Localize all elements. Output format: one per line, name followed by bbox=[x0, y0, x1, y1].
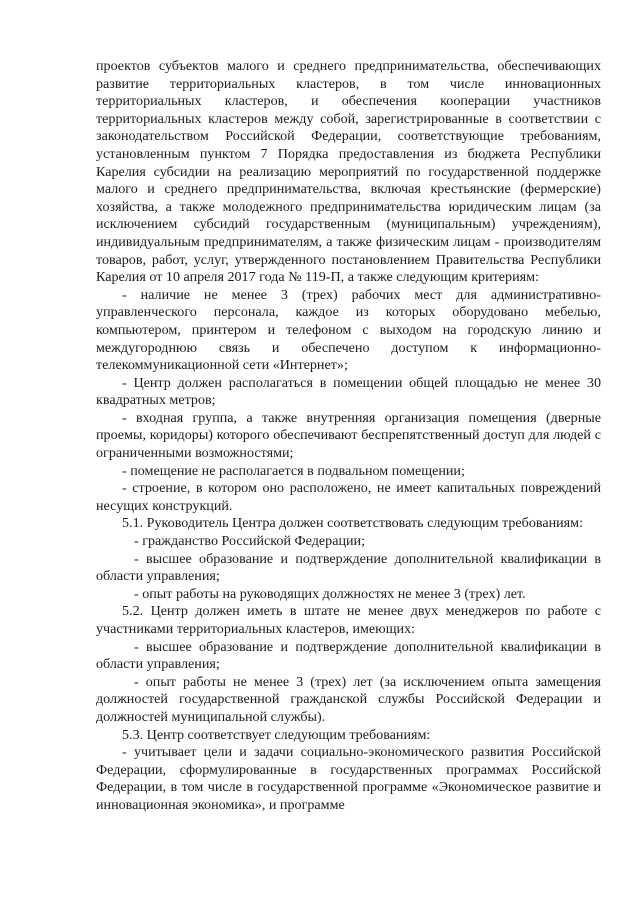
criterion-no-basement: - помещение не располагается в подвальном помещении; bbox=[122, 462, 465, 479]
req-work-experience: - опыт работы не менее 3 (трех) лет (за исключением опыта замещения должностей государственной гражданской службы Российской Федерации и должностей муниципальной службы). bbox=[96, 673, 601, 725]
criterion-workplaces: - наличие не менее 3 (трех) рабочих мест для административно-управленческого персонала, каждое из которых оборудовано мебелью, компьютером, принтером и телефоном с выходом на городскую линию и междугороднюю связь и обеспечено доступом к информационно-телекоммуникационной сети «Интернет»; bbox=[96, 286, 601, 374]
criterion-accessibility: - входная группа, а также внутренняя организация помещения (дверные проемы, коридоры) которого обеспечивают беспрепятственный доступ для людей с ограниченными возможностями; bbox=[96, 409, 601, 462]
req-education-head: - высшее образование и подтверждение дополнительной квалификации в области управления; bbox=[96, 550, 601, 585]
section-5-2: 5.2. Центр должен иметь в штате не менее двух менеджеров по работе с участниками территориальных кластеров, имеющих: bbox=[96, 603, 601, 637]
req-goals: - учитывает цели и задачи социально-экономического развития Российской Федерации, сформулированные в государственных программах Российской Федерации, в том числе в государственной программе «Экономическое развитие и инновационная экономика», и программе bbox=[96, 744, 601, 813]
paragraph-intro: проектов субъектов малого и среднего предпринимательства, обеспечивающих развитие территориальных кластеров, в том числе инновационных территориальных кластеров, и обеспечения кооперации участников территориальных кластеров между собой, зарегистрированные в соответствии с законодательством Российской Федерации, соответствующие требованиям, установленным пунктом 7 Порядка предоставления из бюджета Республики Карелия субсидии на реализацию мероприятий по государственной поддержке малого и среднего предпринимательства, включая крестьянские (фермерские) хозяйства, а также молодежного предпринимательства юридическим лицам (за исключением субсидий государственным (муниципальным) учреждениям), индивидуальным предпринимателям, а также физическим лицам - производителям товаров, работ, услуг, утвержденного постановлением Правительства Республики Карелия от 10 апреля 2017 года № 119-П, а также следующим критериям: bbox=[96, 58, 601, 286]
criterion-area: - Центр должен располагаться в помещении общей площадью не менее 30 квадратных метров; bbox=[96, 374, 601, 409]
document-body bbox=[96, 58, 601, 815]
req-citizenship: - гражданство Российской Федерации; bbox=[134, 533, 366, 550]
section-5-1: 5.1. Руководитель Центра должен соответствовать следующим требованиям: bbox=[122, 515, 583, 532]
req-education-managers: - высшее образование и подтверждение дополнительной квалификации в области управления; bbox=[96, 638, 601, 673]
criterion-building-condition: - строение, в котором оно расположено, не имеет капитальных повреждений несущих конструкций. bbox=[96, 480, 601, 514]
section-5-3: 5.3. Центр соответствует следующим требованиям: bbox=[122, 726, 431, 743]
req-management-experience: - опыт работы на руководящих должностях не менее 3 (трех) лет. bbox=[134, 585, 526, 602]
